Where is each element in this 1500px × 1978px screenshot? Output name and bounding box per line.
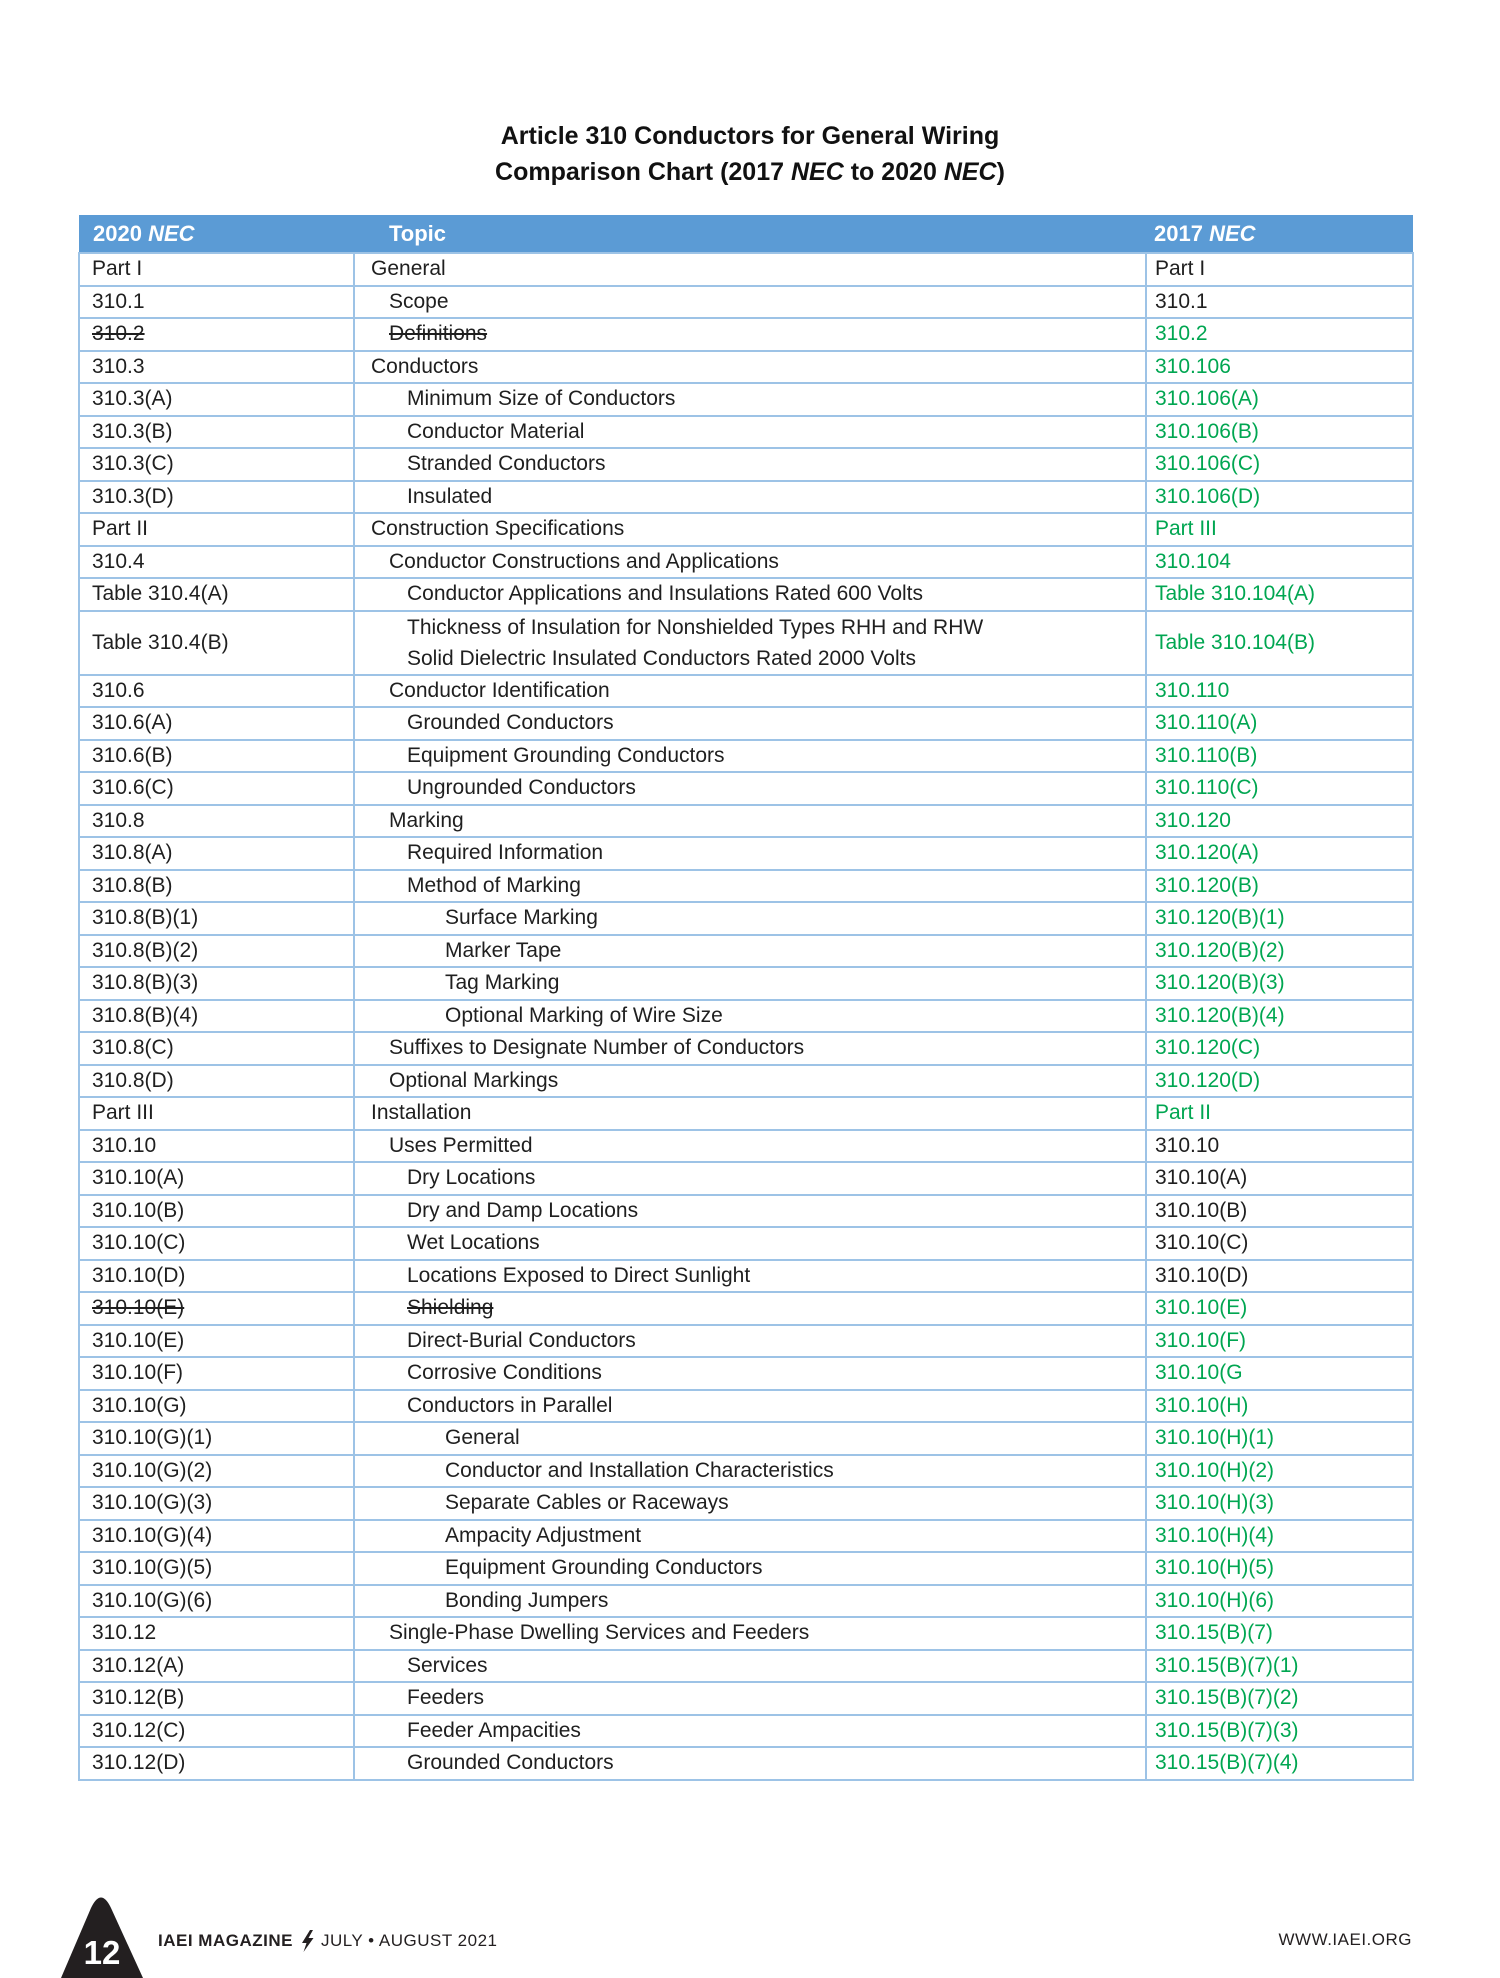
cell-2017-ref: 310.120(B)(3) bbox=[1146, 967, 1413, 1000]
table-row bbox=[79, 675, 1413, 708]
cell-topic: Services bbox=[354, 1650, 1146, 1683]
cell-topic: Conductor Identification bbox=[354, 675, 1146, 708]
cell-2020-ref: 310.8(B) bbox=[79, 870, 354, 903]
cell-topic: Uses Permitted bbox=[354, 1130, 1146, 1163]
cell-2017-ref: 310.106(A) bbox=[1146, 383, 1413, 416]
footer-left bbox=[158, 1926, 498, 1956]
cell-topic: Installation bbox=[354, 1097, 1146, 1130]
table-row bbox=[79, 1000, 1413, 1033]
table-row bbox=[79, 805, 1413, 838]
cell-2020-ref: 310.2 bbox=[79, 318, 354, 351]
cell-2017-ref: 310.110(C) bbox=[1146, 772, 1413, 805]
cell-2020-ref: Part III bbox=[79, 1097, 354, 1130]
table-row bbox=[79, 481, 1413, 514]
cell-2020-ref: 310.10(G)(5) bbox=[79, 1552, 354, 1585]
table-row bbox=[79, 253, 1413, 286]
table-row bbox=[79, 1617, 1413, 1650]
cell-topic: Wet Locations bbox=[354, 1227, 1146, 1260]
cell-topic: General bbox=[354, 1422, 1146, 1455]
cell-topic: Optional Marking of Wire Size bbox=[354, 1000, 1146, 1033]
table-row bbox=[79, 1065, 1413, 1098]
cell-2017-ref: 310.10(H)(4) bbox=[1146, 1520, 1413, 1553]
cell-topic: Equipment Grounding Conductors bbox=[354, 1552, 1146, 1585]
cell-2017-ref: Part II bbox=[1146, 1097, 1413, 1130]
cell-2017-ref: 310.120(B)(1) bbox=[1146, 902, 1413, 935]
cell-2020-ref: 310.8(D) bbox=[79, 1065, 354, 1098]
cell-2020-ref: 310.10(F) bbox=[79, 1357, 354, 1390]
website-url: WWW.IAEI.ORG bbox=[1278, 1930, 1412, 1949]
cell-2020-ref: 310.8 bbox=[79, 805, 354, 838]
cell-2017-ref: 310.106(C) bbox=[1146, 448, 1413, 481]
cell-2017-ref: Part I bbox=[1146, 253, 1413, 286]
cell-2020-ref: 310.12 bbox=[79, 1617, 354, 1650]
cell-2017-ref: 310.110(A) bbox=[1146, 707, 1413, 740]
cell-topic: Insulated bbox=[354, 481, 1146, 514]
table-row bbox=[79, 1715, 1413, 1748]
table-row bbox=[79, 1552, 1413, 1585]
cell-2020-ref: 310.12(A) bbox=[79, 1650, 354, 1683]
table-row bbox=[79, 1260, 1413, 1293]
cell-topic: Feeder Ampacities bbox=[354, 1715, 1146, 1748]
table-row bbox=[79, 1032, 1413, 1065]
cell-2020-ref: 310.8(A) bbox=[79, 837, 354, 870]
cell-2020-ref: 310.12(B) bbox=[79, 1682, 354, 1715]
table-row bbox=[79, 1130, 1413, 1163]
cell-topic: Locations Exposed to Direct Sunlight bbox=[354, 1260, 1146, 1293]
table-row bbox=[79, 707, 1413, 740]
cell-2017-ref: 310.10(D) bbox=[1146, 1260, 1413, 1293]
cell-2017-ref: 310.120(B)(2) bbox=[1146, 935, 1413, 968]
magazine-name: IAEI MAGAZINE bbox=[158, 1931, 293, 1950]
page-title bbox=[0, 118, 1500, 190]
table-row bbox=[79, 546, 1413, 579]
cell-2017-ref: 310.15(B)(7)(3) bbox=[1146, 1715, 1413, 1748]
page-title-line2: Comparison Chart (2017 NEC to 2020 NEC) bbox=[495, 158, 1005, 186]
table-row bbox=[79, 902, 1413, 935]
cell-topic: Ampacity Adjustment bbox=[354, 1520, 1146, 1553]
cell-2020-ref: 310.10(E) bbox=[79, 1325, 354, 1358]
page-number-badge bbox=[58, 1893, 146, 1978]
table-row bbox=[79, 1390, 1413, 1423]
cell-2017-ref: 310.10(B) bbox=[1146, 1195, 1413, 1228]
cell-2020-ref: 310.8(C) bbox=[79, 1032, 354, 1065]
cell-topic: Conductor Material bbox=[354, 416, 1146, 449]
table-row bbox=[79, 448, 1413, 481]
cell-2017-ref: 310.120(B)(4) bbox=[1146, 1000, 1413, 1033]
table-row bbox=[79, 1487, 1413, 1520]
cell-2020-ref: Table 310.4(B) bbox=[79, 611, 354, 675]
cell-2017-ref: 310.120(B) bbox=[1146, 870, 1413, 903]
comparison-table-body bbox=[79, 253, 1413, 1780]
table-row bbox=[79, 416, 1413, 449]
cell-2017-ref: 310.106 bbox=[1146, 351, 1413, 384]
cell-topic: Dry and Damp Locations bbox=[354, 1195, 1146, 1228]
cell-2020-ref: Part I bbox=[79, 253, 354, 286]
table-row bbox=[79, 578, 1413, 611]
cell-topic: Stranded Conductors bbox=[354, 448, 1146, 481]
cell-2020-ref: Part II bbox=[79, 513, 354, 546]
cell-2020-ref: 310.3(C) bbox=[79, 448, 354, 481]
comparison-table bbox=[78, 215, 1414, 1781]
cell-2020-ref: 310.3(A) bbox=[79, 383, 354, 416]
cell-topic: Required Information bbox=[354, 837, 1146, 870]
table-row bbox=[79, 1292, 1413, 1325]
cell-2020-ref: 310.10(C) bbox=[79, 1227, 354, 1260]
cell-topic: Grounded Conductors bbox=[354, 707, 1146, 740]
cell-2017-ref: 310.120(A) bbox=[1146, 837, 1413, 870]
table-row bbox=[79, 1357, 1413, 1390]
cell-2020-ref: 310.8(B)(1) bbox=[79, 902, 354, 935]
table-row bbox=[79, 1097, 1413, 1130]
cell-2020-ref: 310.4 bbox=[79, 546, 354, 579]
cell-2017-ref: Part III bbox=[1146, 513, 1413, 546]
cell-2020-ref: 310.10(G)(6) bbox=[79, 1585, 354, 1618]
cell-topic: Bonding Jumpers bbox=[354, 1585, 1146, 1618]
table-row bbox=[79, 870, 1413, 903]
cell-2017-ref: 310.10(F) bbox=[1146, 1325, 1413, 1358]
col-header-topic: Topic bbox=[354, 215, 1146, 253]
cell-topic: Method of Marking bbox=[354, 870, 1146, 903]
cell-2020-ref: 310.8(B)(4) bbox=[79, 1000, 354, 1033]
cell-2017-ref: 310.106(B) bbox=[1146, 416, 1413, 449]
cell-2020-ref: 310.10(D) bbox=[79, 1260, 354, 1293]
cell-2020-ref: 310.6 bbox=[79, 675, 354, 708]
cell-2017-ref: 310.2 bbox=[1146, 318, 1413, 351]
cell-topic: Direct-Burial Conductors bbox=[354, 1325, 1146, 1358]
cell-2020-ref: 310.6(B) bbox=[79, 740, 354, 773]
cell-2017-ref: Table 310.104(A) bbox=[1146, 578, 1413, 611]
cell-2020-ref: 310.10(G) bbox=[79, 1390, 354, 1423]
cell-topic: Corrosive Conditions bbox=[354, 1357, 1146, 1390]
table-row bbox=[79, 1585, 1413, 1618]
cell-2017-ref: 310.10 bbox=[1146, 1130, 1413, 1163]
page-number: 12 bbox=[83, 1934, 121, 1971]
cell-2020-ref: Table 310.4(A) bbox=[79, 578, 354, 611]
cell-2017-ref: 310.120 bbox=[1146, 805, 1413, 838]
cell-2020-ref: 310.3(B) bbox=[79, 416, 354, 449]
table-row bbox=[79, 1650, 1413, 1683]
cell-topic: Separate Cables or Raceways bbox=[354, 1487, 1146, 1520]
cell-topic: Tag Marking bbox=[354, 967, 1146, 1000]
cell-2020-ref: 310.8(B)(2) bbox=[79, 935, 354, 968]
table-row bbox=[79, 611, 1413, 675]
cell-2020-ref: 310.10 bbox=[79, 1130, 354, 1163]
cell-2017-ref: 310.10(A) bbox=[1146, 1162, 1413, 1195]
cell-2020-ref: 310.10(G)(2) bbox=[79, 1455, 354, 1488]
cell-topic: Marker Tape bbox=[354, 935, 1146, 968]
cell-2017-ref: 310.10(H)(6) bbox=[1146, 1585, 1413, 1618]
table-row bbox=[79, 513, 1413, 546]
cell-2020-ref: 310.6(A) bbox=[79, 707, 354, 740]
cell-topic: Surface Marking bbox=[354, 902, 1146, 935]
table-row bbox=[79, 1422, 1413, 1455]
cell-topic: Construction Specifications bbox=[354, 513, 1146, 546]
cell-2017-ref: Table 310.104(B) bbox=[1146, 611, 1413, 675]
cell-topic: Dry Locations bbox=[354, 1162, 1146, 1195]
table-row bbox=[79, 351, 1413, 384]
cell-2017-ref: 310.110 bbox=[1146, 675, 1413, 708]
table-row bbox=[79, 1455, 1413, 1488]
cell-2020-ref: 310.12(C) bbox=[79, 1715, 354, 1748]
issue-date: JULY • AUGUST 2021 bbox=[320, 1931, 498, 1950]
cell-2017-ref: 310.120(D) bbox=[1146, 1065, 1413, 1098]
table-row bbox=[79, 967, 1413, 1000]
cell-2020-ref: 310.10(E) bbox=[79, 1292, 354, 1325]
cell-2017-ref: 310.120(C) bbox=[1146, 1032, 1413, 1065]
lightning-bolt-icon bbox=[300, 1930, 314, 1952]
table-row bbox=[79, 286, 1413, 319]
table-row bbox=[79, 837, 1413, 870]
cell-2017-ref: 310.10(H)(5) bbox=[1146, 1552, 1413, 1585]
cell-topic: Shielding bbox=[354, 1292, 1146, 1325]
cell-2017-ref: 310.10(H) bbox=[1146, 1390, 1413, 1423]
table-row bbox=[79, 318, 1413, 351]
table-row bbox=[79, 740, 1413, 773]
cell-topic: Conductor Applications and Insulations Rated 600 Volts bbox=[354, 578, 1146, 611]
cell-topic: Ungrounded Conductors bbox=[354, 772, 1146, 805]
col-header-2020-nec: 2020 NEC bbox=[79, 215, 354, 253]
cell-2020-ref: 310.12(D) bbox=[79, 1747, 354, 1780]
table-row bbox=[79, 772, 1413, 805]
cell-topic: Grounded Conductors bbox=[354, 1747, 1146, 1780]
cell-2017-ref: 310.1 bbox=[1146, 286, 1413, 319]
cell-2020-ref: 310.10(G)(3) bbox=[79, 1487, 354, 1520]
cell-2020-ref: 310.3 bbox=[79, 351, 354, 384]
cell-topic: Conductor and Installation Characteristics bbox=[354, 1455, 1146, 1488]
table-row bbox=[79, 935, 1413, 968]
cell-topic: Thickness of Insulation for Nonshielded Types RHH and RHW Solid Dielectric Insulated Conductors Rated 2000 Volts bbox=[354, 611, 1146, 675]
cell-topic: Conductors bbox=[354, 351, 1146, 384]
cell-2017-ref: 310.15(B)(7) bbox=[1146, 1617, 1413, 1650]
cell-topic: Marking bbox=[354, 805, 1146, 838]
cell-2017-ref: 310.15(B)(7)(1) bbox=[1146, 1650, 1413, 1683]
cell-2017-ref: 310.10(H)(1) bbox=[1146, 1422, 1413, 1455]
cell-2017-ref: 310.10(C) bbox=[1146, 1227, 1413, 1260]
cell-2017-ref: 310.110(B) bbox=[1146, 740, 1413, 773]
cell-2020-ref: 310.10(G)(4) bbox=[79, 1520, 354, 1553]
cell-topic: Suffixes to Designate Number of Conductors bbox=[354, 1032, 1146, 1065]
cell-topic: Definitions bbox=[354, 318, 1146, 351]
table-row bbox=[79, 1162, 1413, 1195]
table-header-row bbox=[79, 215, 1413, 253]
cell-2020-ref: 310.3(D) bbox=[79, 481, 354, 514]
cell-2017-ref: 310.15(B)(7)(2) bbox=[1146, 1682, 1413, 1715]
table-row bbox=[79, 1325, 1413, 1358]
cell-2017-ref: 310.10(E) bbox=[1146, 1292, 1413, 1325]
cell-2017-ref: 310.106(D) bbox=[1146, 481, 1413, 514]
cell-2020-ref: 310.1 bbox=[79, 286, 354, 319]
cell-2017-ref: 310.10(H)(3) bbox=[1146, 1487, 1413, 1520]
page-title-line1: Article 310 Conductors for General Wiring bbox=[500, 122, 1000, 150]
cell-2020-ref: 310.6(C) bbox=[79, 772, 354, 805]
table-row bbox=[79, 383, 1413, 416]
cell-topic: Feeders bbox=[354, 1682, 1146, 1715]
cell-2020-ref: 310.10(A) bbox=[79, 1162, 354, 1195]
table-row bbox=[79, 1195, 1413, 1228]
cell-2017-ref: 310.10(G bbox=[1146, 1357, 1413, 1390]
cell-topic: Optional Markings bbox=[354, 1065, 1146, 1098]
col-header-2017-nec: 2017 NEC bbox=[1146, 215, 1413, 253]
cell-topic: Equipment Grounding Conductors bbox=[354, 740, 1146, 773]
cell-topic: Minimum Size of Conductors bbox=[354, 383, 1146, 416]
cell-2017-ref: 310.104 bbox=[1146, 546, 1413, 579]
cell-topic: Conductors in Parallel bbox=[354, 1390, 1146, 1423]
table-row bbox=[79, 1682, 1413, 1715]
table-row bbox=[79, 1747, 1413, 1780]
cell-topic: General bbox=[354, 253, 1146, 286]
cell-2017-ref: 310.15(B)(7)(4) bbox=[1146, 1747, 1413, 1780]
cell-topic: Single-Phase Dwelling Services and Feeders bbox=[354, 1617, 1146, 1650]
cell-2020-ref: 310.10(G)(1) bbox=[79, 1422, 354, 1455]
cell-2017-ref: 310.10(H)(2) bbox=[1146, 1455, 1413, 1488]
cell-2020-ref: 310.8(B)(3) bbox=[79, 967, 354, 1000]
cell-topic: Scope bbox=[354, 286, 1146, 319]
cell-topic: Conductor Constructions and Applications bbox=[354, 546, 1146, 579]
table-row bbox=[79, 1227, 1413, 1260]
table-row bbox=[79, 1520, 1413, 1553]
cell-2020-ref: 310.10(B) bbox=[79, 1195, 354, 1228]
